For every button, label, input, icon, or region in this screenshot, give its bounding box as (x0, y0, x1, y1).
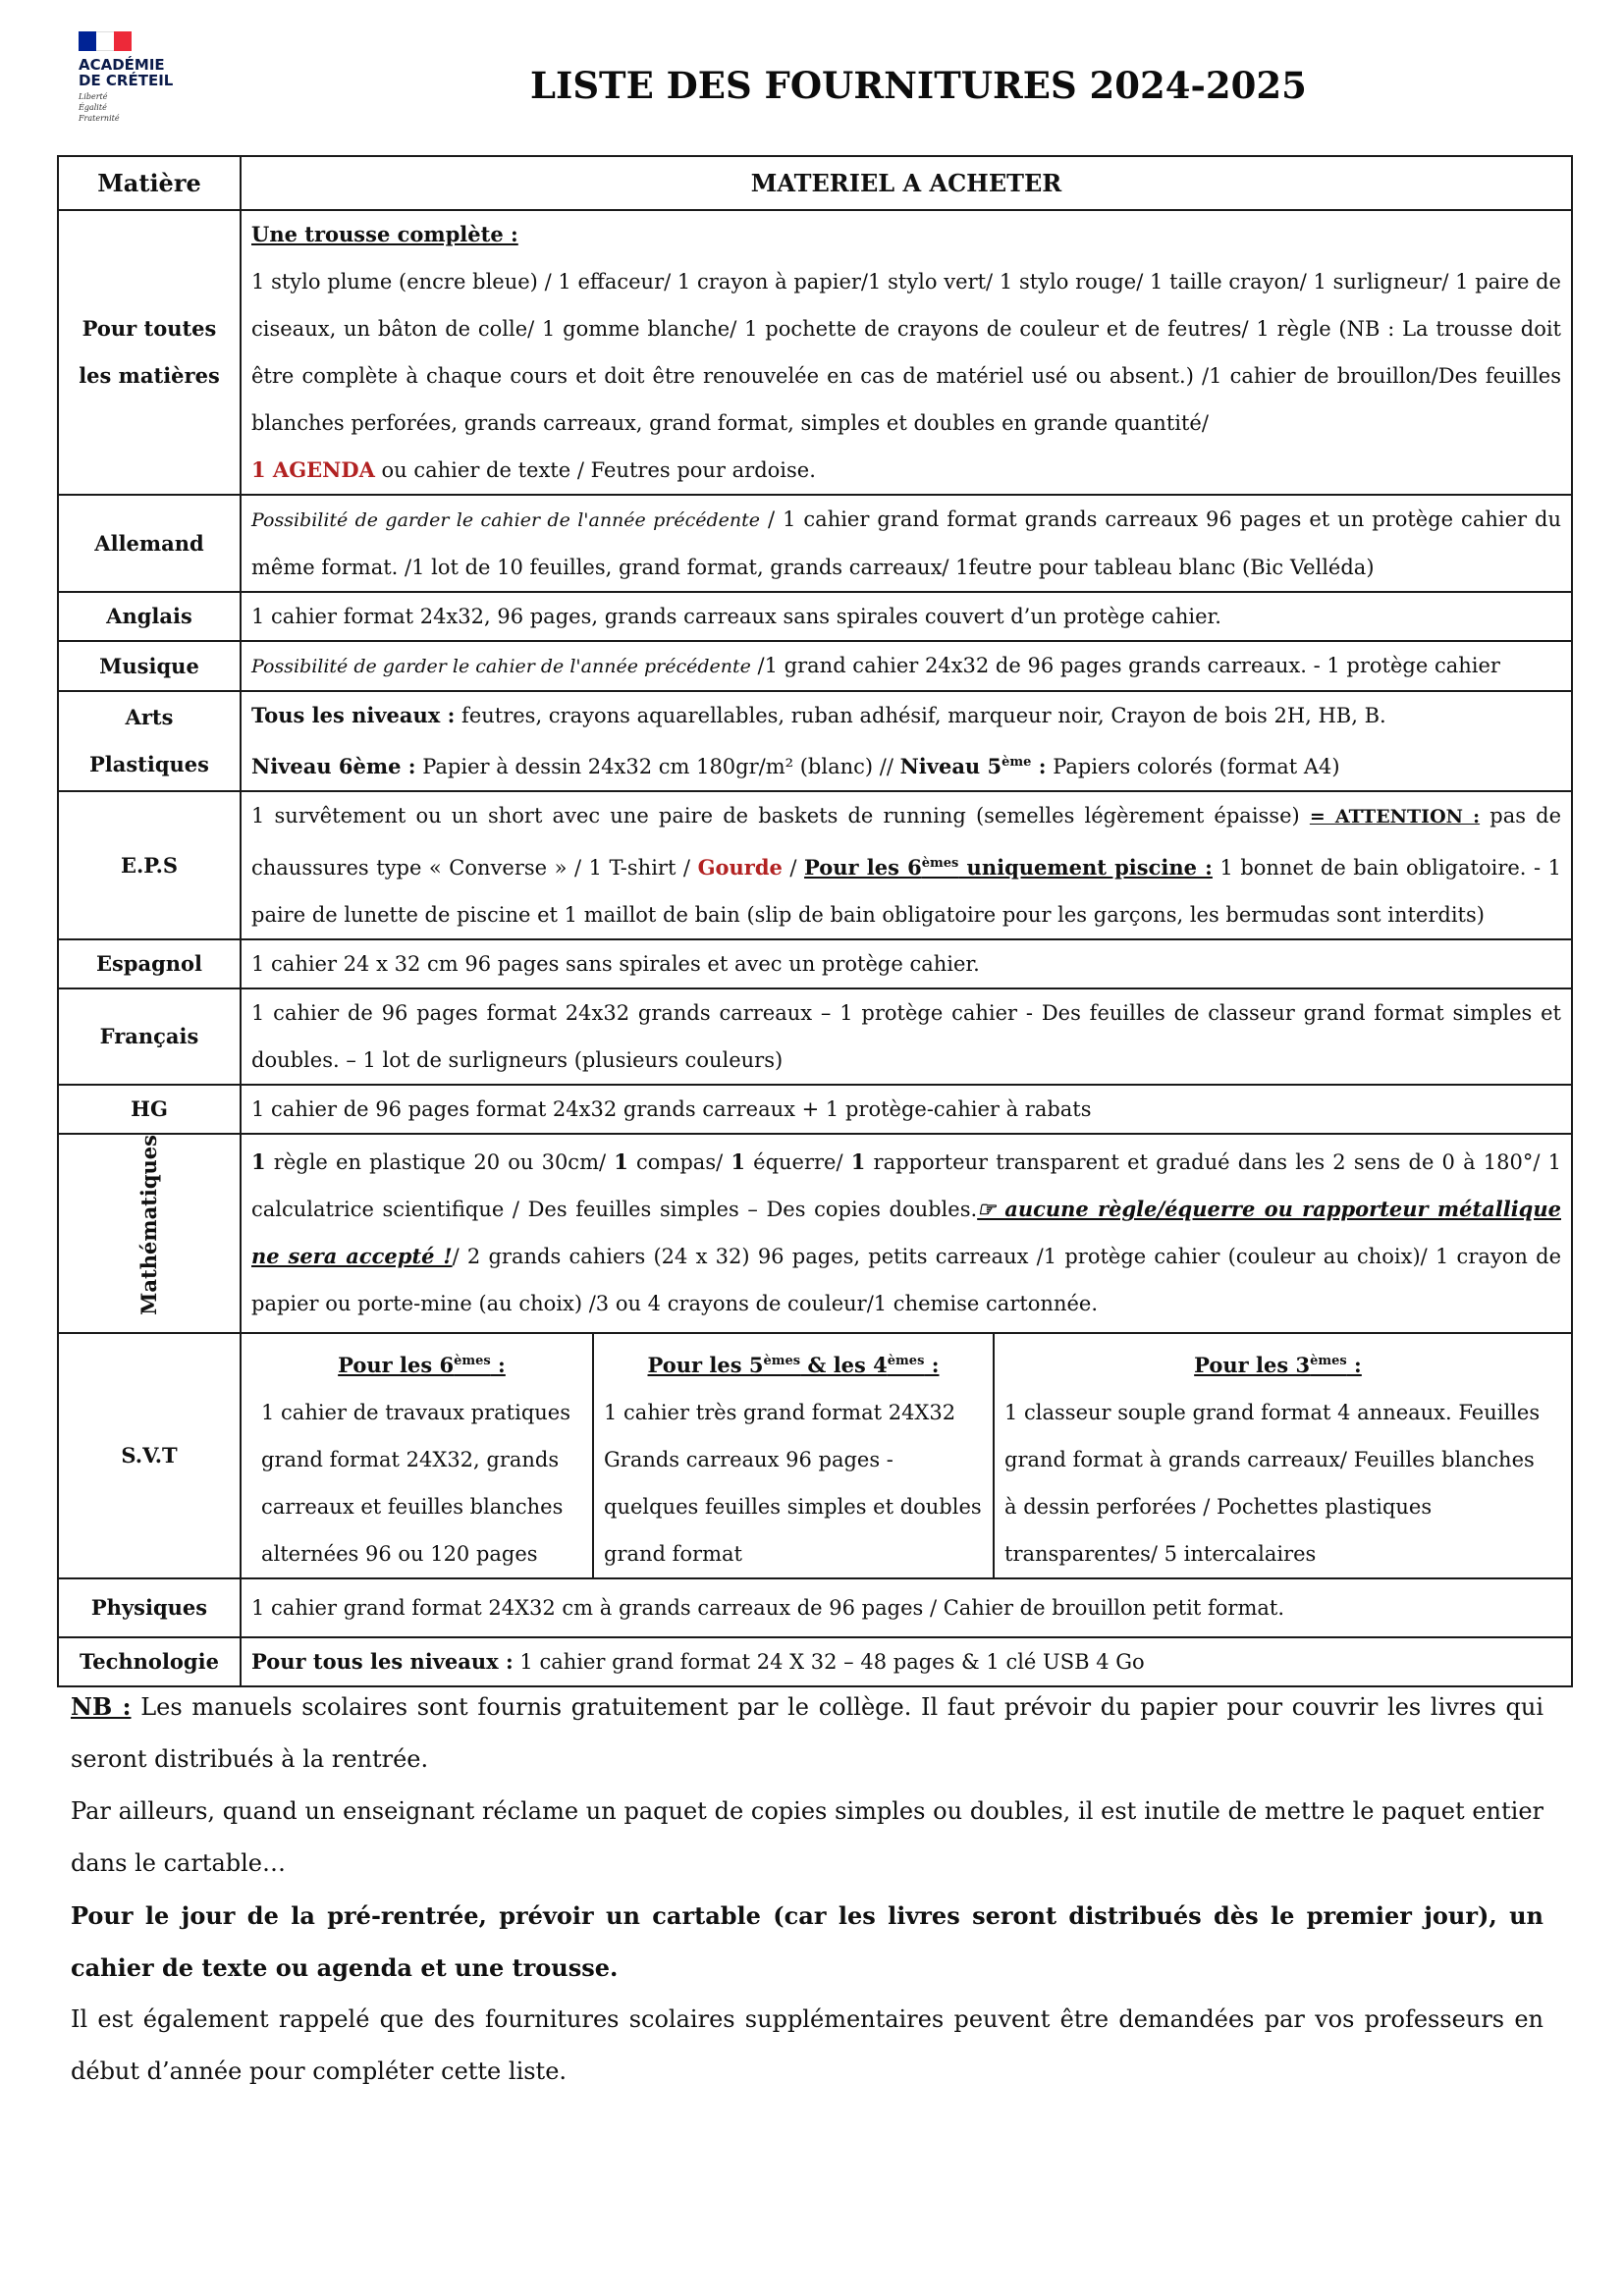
note-paquet: Par ailleurs, quand un enseignant réclame un paquet de copies simples ou doubles, il est inutile de mettre le paquet entier dans le cartable… (71, 1797, 1543, 1877)
subject-techno: Technologie (58, 1637, 241, 1686)
table-row-svt (58, 1333, 1572, 1578)
subject-maths (58, 1134, 241, 1333)
material-musique (241, 641, 1572, 691)
logo-motto: Liberté Égalité Fraternité (79, 92, 120, 123)
table-row-eps (58, 791, 1572, 939)
eps-t2: pas de chaussures type « Converse » / 1 T-shirt / (251, 804, 1562, 880)
notes-section (71, 1681, 1543, 2098)
subject-svt: S.V.T (58, 1333, 241, 1578)
material-maths: 1 règle en plastique 20 ou 30cm/ 1 compas/ 1 équerre/ 1 rapporteur transparent et gradué dans les 2 sens de 0 à 180°/ 1 calculatrice scientifique / Des feuilles simples – Des copies doubles.☞ aucune règle/équerre ou rapporteur métallique ne sera accepté !/ 2 grands cahiers (24 x 32) 96 pages, petits carreaux /1 protège cahier (couleur au choix)/ 1 crayon de papier ou porte-mine (au choix) /3 ou 4 crayons de couleur/1 chemise cartonnée. (241, 1134, 1572, 1333)
svt-col-3 (994, 1334, 1561, 1577)
nb-label: NB : (71, 1692, 132, 1721)
subject-all: Pour toutes les matières (58, 210, 241, 495)
table-row-techno (58, 1637, 1572, 1686)
agenda-label: 1 AGENDA (251, 457, 375, 482)
note-supplementaires: Il est également rappelé que des fournitures scolaires supplémentaires peuvent être demandées par vos professeurs en début d’année pour compléter cette liste. (71, 2005, 1543, 2085)
material-svt (241, 1333, 1572, 1578)
svt-col-5-4 (593, 1334, 994, 1577)
table-row-francais (58, 988, 1572, 1085)
logo-name: ACADÉMIE DE CRÉTEIL (79, 56, 174, 89)
musique-italic: Possibilité de garder le cahier de l'année précédente (251, 656, 751, 677)
table-row-maths (58, 1134, 1572, 1333)
material-hg: 1 cahier de 96 pages format 24x32 grands carreaux + 1 protège-cahier à rabats (241, 1085, 1572, 1134)
material-arts (241, 691, 1572, 791)
subject-anglais: Anglais (58, 592, 241, 641)
svt-col-6 (251, 1334, 593, 1577)
table-row-allemand (58, 495, 1572, 592)
eps-piscine: Pour les 6èmes uniquement piscine : (804, 855, 1213, 880)
eps-attention: = ATTENTION : (1309, 806, 1481, 828)
table-row-espagnol (58, 939, 1572, 988)
material-all (241, 210, 1572, 495)
allemand-italic: Possibilité de garder le cahier de l'année précédente (251, 509, 761, 531)
nb-text: Les manuels scolaires sont fournis gratuitement par le collège. Il faut prévoir du papier pour couvrir les livres qui seront distribués à la rentrée. (71, 1693, 1544, 1773)
svt-col-3-head: Pour les 3èmes : (1194, 1352, 1362, 1377)
header-subject: Matière (58, 156, 241, 210)
header-material: MATERIEL A ACHETER (241, 156, 1572, 210)
arts-l2-sup: ème (1001, 755, 1032, 770)
svt-col-5-4-text: 1 cahier très grand format 24X32 Grands carreaux 96 pages -quelques feuilles simples et doubles grand format (604, 1400, 982, 1566)
note-pre-rentree: Pour le jour de la pré-rentrée, prévoir un cartable (car les livres seront distribués dès le premier jour), un cahier de texte ou agenda et une trousse. (71, 1901, 1543, 1982)
svt-col-3-text: 1 classeur souple grand format 4 anneaux. Feuilles grand format à grands carreaux/ Feuilles blanches à dessin perforées / Pochettes plastiques transparentes/ 5 intercalaires (1004, 1400, 1541, 1566)
material-anglais: 1 cahier format 24x32, 96 pages, grands carreaux sans spirales couvert d’un protège cahier. (241, 592, 1572, 641)
subject-musique: Musique (58, 641, 241, 691)
table-row-arts (58, 691, 1572, 791)
eps-t3: / (782, 856, 805, 880)
subject-physiques: Physiques (58, 1578, 241, 1637)
trousse-heading: Une trousse complète : (251, 222, 518, 246)
svt-col-6-text: 1 cahier de travaux pratiques grand format 24X32, grands carreaux et feuilles blanches alternées 96 ou 120 pages (261, 1400, 570, 1566)
trousse-text: 1 stylo plume (encre bleue) / 1 effaceur/ 1 crayon à papier/1 stylo vert/ 1 stylo rouge/ 1 taille crayon/ 1 surligneur/ 1 paire de ciseaux, un bâton de colle/ 1 gomme blanche/ 1 pochette de crayons de couleur et de feutres/ 1 règle (NB : La trousse doit être complète à chaque cours et doit être renouvelée en cas de matériel usé ou absent.) /1 cahier de brouillon/Des feuilles blanches perforées, grands carreaux, grand format, simples et doubles en grande quantité/ (251, 270, 1561, 435)
arts-l2-text2: Papiers colorés (format A4) (1046, 755, 1340, 778)
arts-l2-text: Papier à dessin 24x32 cm 180gr/m² (blanc) // (415, 755, 900, 778)
allemand-text: / 1 cahier grand format grands carreaux 96 pages et un protège cahier du même format. /1 lot de 10 feuilles, grand format, grands carreaux/ 1feutre pour tableau blanc (Bic Velléda) (251, 507, 1561, 579)
table-row-all (58, 210, 1572, 495)
academie-logo (79, 31, 206, 124)
table-row-hg (58, 1085, 1572, 1134)
note-nb (71, 1681, 1543, 1786)
svt-col-6-head: Pour les 6èmes : (338, 1352, 506, 1377)
arts-l2-bold2: Niveau 5 (899, 754, 1002, 778)
eps-t4: 1 bonnet de bain obligatoire. - 1 paire de lunette de piscine et 1 maillot de bain (slip de bain obligatoire pour les garçons, les bermudas sont interdits) (251, 856, 1561, 927)
subject-allemand: Allemand (58, 495, 241, 592)
svt-col-5-4-head: Pour les 5èmes & les 4èmes : (647, 1352, 940, 1377)
agenda-rest: ou cahier de texte / Feutres pour ardoise. (374, 458, 816, 482)
eps-t1: 1 survêtement ou un short avec une paire de baskets de running (semelles légèrement épaisse) (251, 804, 1310, 828)
arts-l1-text: feutres, crayons aquarellables, ruban adhésif, marqueur noir, Crayon de bois 2H, HB, B. (455, 704, 1386, 727)
material-techno: Pour tous les niveaux : 1 cahier grand format 24 X 32 – 48 pages & 1 clé USB 4 Go (241, 1637, 1572, 1686)
table-row-physiques (58, 1578, 1572, 1637)
material-allemand (241, 495, 1572, 592)
table-row-musique (58, 641, 1572, 691)
material-espagnol: 1 cahier 24 x 32 cm 96 pages sans spirales et avec un protège cahier. (241, 939, 1572, 988)
svt-grid (251, 1334, 1561, 1577)
supplies-table (57, 155, 1573, 1687)
subject-arts: Arts Plastiques (58, 691, 241, 791)
page-title: LISTE DES FOURNITURES 2024-2025 (530, 64, 1307, 107)
subject-maths-label: Mathématiques (136, 1135, 161, 1315)
eps-gourde: Gourde (697, 855, 783, 880)
material-physiques: 1 cahier grand format 24X32 cm à grands carreaux de 96 pages / Cahier de brouillon petit format. (241, 1578, 1572, 1637)
arts-l1-bold: Tous les niveaux : (251, 703, 456, 727)
arts-l2-bold3: : (1031, 754, 1047, 778)
material-francais: 1 cahier de 96 pages format 24x32 grands carreaux – 1 protège cahier - Des feuilles de classeur grand format simples et doubles. – 1 lot de surligneurs (plusieurs couleurs) (241, 988, 1572, 1085)
maths-warning: ☞ aucune règle/équerre ou rapporteur métallique ne sera accepté ! (251, 1197, 1561, 1269)
musique-text: /1 grand cahier 24x32 de 96 pages grands carreaux. - 1 protège cahier (750, 654, 1500, 677)
subject-eps: E.P.S (58, 791, 241, 939)
arts-l2-bold: Niveau 6ème : (251, 754, 416, 778)
subject-hg: HG (58, 1085, 241, 1134)
subject-espagnol: Espagnol (58, 939, 241, 988)
table-header-row (58, 156, 1572, 210)
french-flag-icon (79, 31, 132, 51)
table-row-anglais (58, 592, 1572, 641)
subject-francais: Français (58, 988, 241, 1085)
material-eps (241, 791, 1572, 939)
